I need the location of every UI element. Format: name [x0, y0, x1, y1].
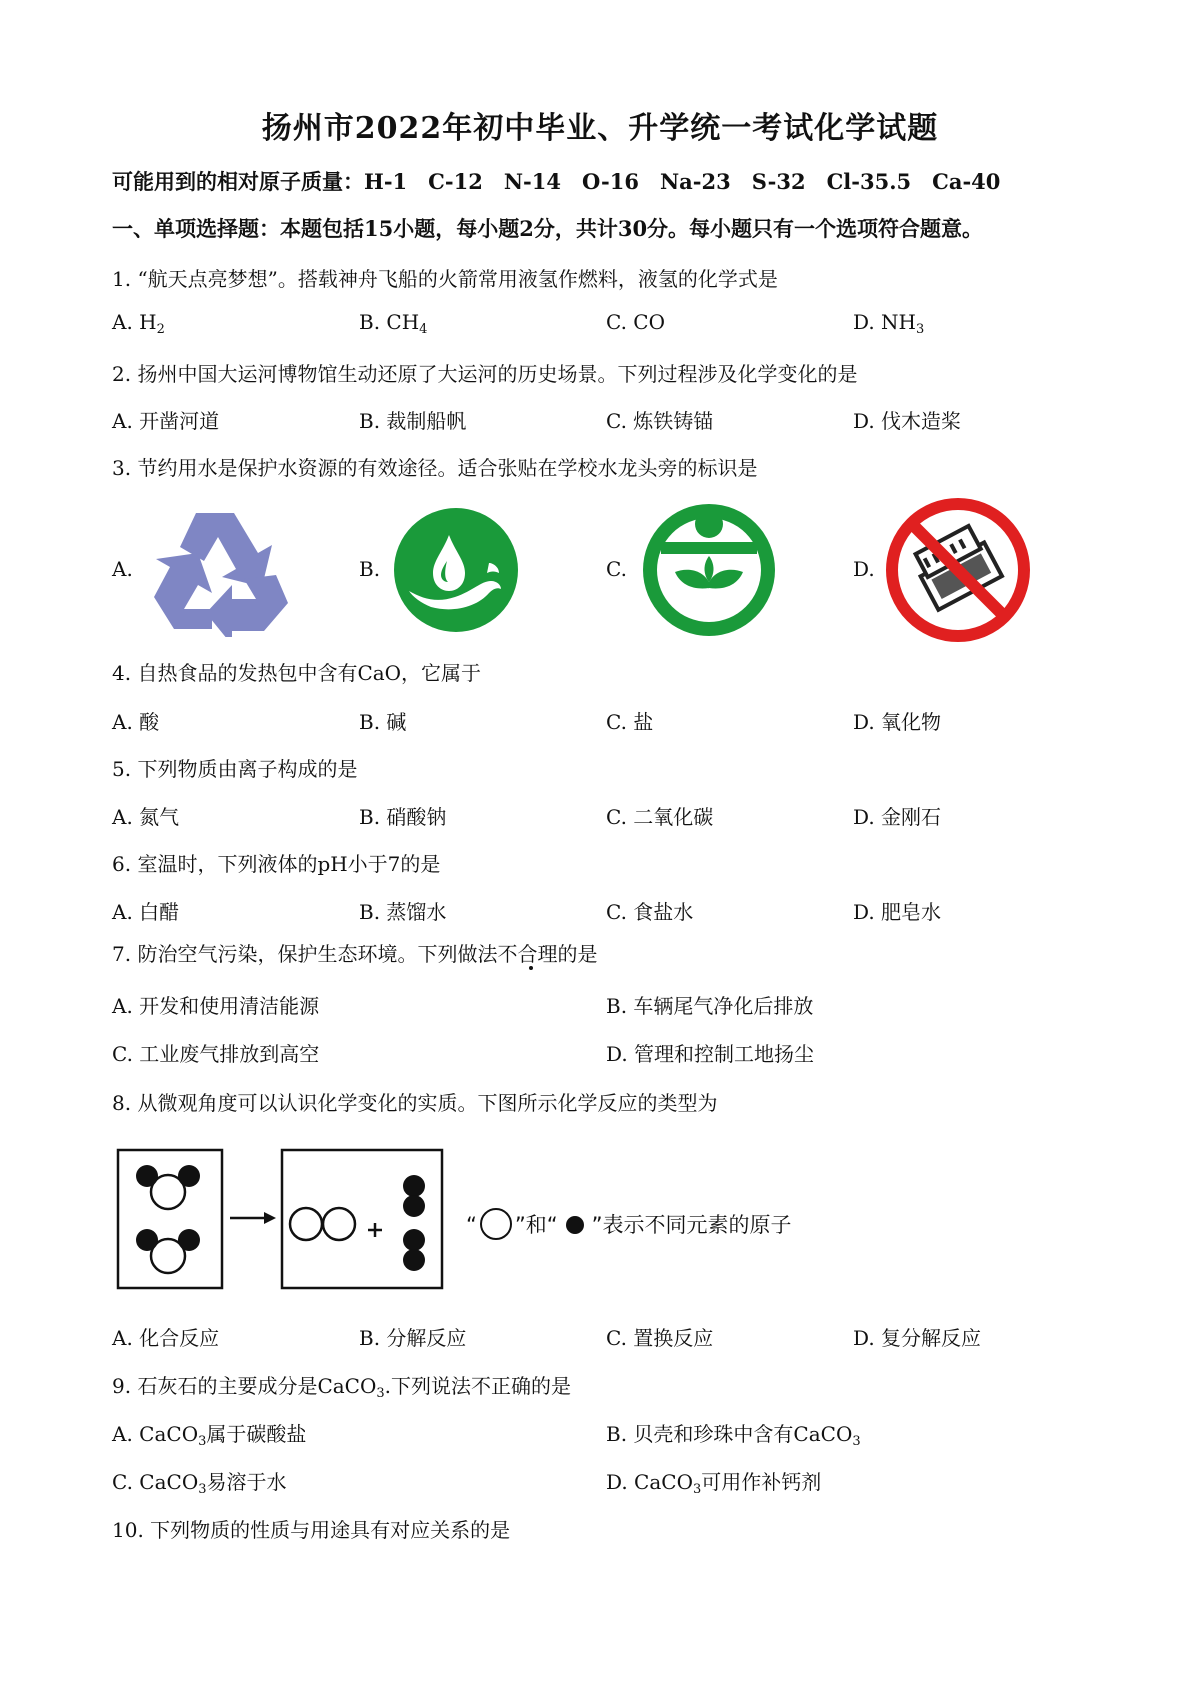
q4-option-d: D. 氧化物 [853, 710, 942, 734]
question-6: 6. 室温时，下列液体的pH小于7的是 [112, 852, 441, 876]
q3-option-a: A. [112, 557, 133, 581]
recycle-icon [148, 505, 294, 637]
q1-option-b: B. $CH_4$ [359, 310, 428, 337]
q5-option-b: B. 硝酸钠 [359, 805, 447, 829]
emphasis-dot [529, 966, 533, 970]
q2-option-d: D. 伐木造桨 [853, 409, 962, 433]
question-10: 10. 下列物质的性质与用途具有对应关系的是 [112, 1518, 511, 1542]
reaction-legend: “ ”和“ ”表示不同元素的原子 [466, 1208, 792, 1240]
q6-option-c: C. 食盐水 [606, 900, 694, 924]
section-heading: 一、单项选择题：本题包括15小题，每小题2分，共计30分。每小题只有一个选项符合题意。 [112, 216, 984, 241]
question-7: 7. 防治空气污染，保护生态环境。下列做法不合理的是 [112, 942, 598, 966]
q8-option-b: B. 分解反应 [359, 1326, 467, 1350]
q7-option-c: C. 工业废气排放到高空 [112, 1042, 320, 1066]
question-8: 8. 从微观角度可以认识化学变化的实质。下图所示化学反应的类型为 [112, 1091, 718, 1115]
q5-option-c: C. 二氧化碳 [606, 805, 714, 829]
q3-option-c: C. [606, 557, 627, 581]
q1-option-d: D. $NH_3$ [853, 310, 925, 337]
question-3: 3. 节约用水是保护水资源的有效途径。适合张贴在学校水龙头旁的标识是 [112, 456, 758, 480]
q4-option-a: A. 酸 [112, 710, 160, 734]
atomic-masses: 可能用到的相对原子质量：H-1 C-12 N-14 O-16 Na-23 S-32 Cl-35.5 Ca-40 [112, 169, 1001, 194]
q9-option-c: C. CaCO$_3$易溶于水 [112, 1470, 287, 1497]
q2-option-a: A. 开凿河道 [112, 409, 220, 433]
q7-option-d: D. 管理和控制工地扬尘 [606, 1042, 815, 1066]
q8-option-c: C. 置换反应 [606, 1326, 714, 1350]
no-fire-icon [884, 496, 1032, 644]
q6-option-b: B. 蒸馏水 [359, 900, 447, 924]
q3-option-d: D. [853, 557, 875, 581]
q5-option-d: D. 金刚石 [853, 805, 942, 829]
q9-option-b: B. 贝壳和珍珠中含有CaCO$_3$ [606, 1422, 861, 1449]
page-title: 扬州市2022年初中毕业、升学统一考试化学试题 [261, 111, 939, 146]
q6-option-d: D. 肥皂水 [853, 900, 942, 924]
q5-option-a: A. 氮气 [112, 805, 180, 829]
question-4: 4. 自热食品的发热包中含有CaO，它属于 [112, 661, 482, 685]
q8-option-a: A. 化合反应 [112, 1326, 220, 1350]
q1-option-a: A. $H_2$ [112, 310, 165, 337]
green-food-icon [641, 502, 777, 638]
q2-option-c: C. 炼铁铸锚 [606, 409, 714, 433]
filled-atom-icon [566, 1216, 584, 1234]
open-atom-icon [480, 1208, 512, 1240]
q4-option-c: C. 盐 [606, 710, 654, 734]
q7-option-a: A. 开发和使用清洁能源 [112, 994, 320, 1018]
question-2: 2. 扬州中国大运河博物馆生动还原了大运河的历史场景。下列过程涉及化学变化的是 [112, 362, 858, 386]
q9-option-d: D. CaCO$_3$可用作补钙剂 [606, 1470, 822, 1497]
question-5: 5. 下列物质由离子构成的是 [112, 757, 358, 781]
question-9: 9. 石灰石的主要成分是CaCO$_3$.下列说法不正确的是 [112, 1374, 572, 1401]
q6-option-a: A. 白醋 [112, 900, 180, 924]
q4-option-b: B. 碱 [359, 710, 407, 734]
question-1: 1. “航天点亮梦想”。搭载神舟飞船的火箭常用液氢作燃料，液氢的化学式是 [112, 267, 778, 291]
q2-option-b: B. 裁制船帆 [359, 409, 467, 433]
q1-option-c: C. CO [606, 310, 666, 334]
q3-option-b: B. [359, 557, 381, 581]
q9-option-a: A. CaCO$_3$属于碳酸盐 [112, 1422, 307, 1449]
q8-option-d: D. 复分解反应 [853, 1326, 982, 1350]
q7-option-b: B. 车辆尾气净化后排放 [606, 994, 814, 1018]
arrow [230, 1212, 276, 1224]
water-saving-icon [393, 507, 519, 633]
